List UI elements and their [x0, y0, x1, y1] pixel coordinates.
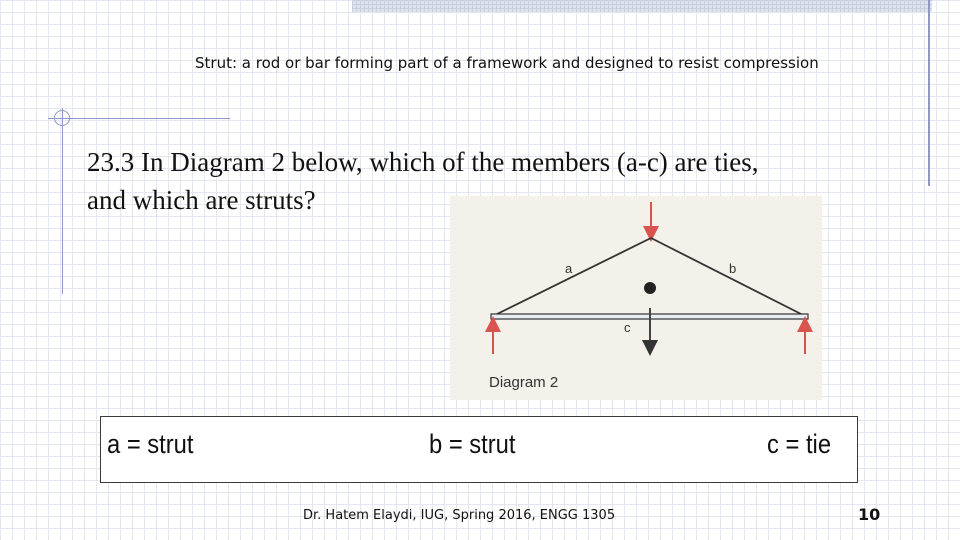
left-accent-line [48, 118, 230, 119]
circle-marker-icon [54, 110, 70, 126]
label-b: b [729, 261, 737, 276]
answer-c: c = tie [767, 429, 832, 459]
answer-b: b = strut [429, 429, 516, 459]
member-b [651, 238, 805, 316]
question-line-1: 23.3 In Diagram 2 below, which of the members (a-c) are ties, [87, 147, 759, 177]
strut-definition: Strut: a rod or bar forming part of a framework and designed to resist compression [195, 54, 819, 72]
page-number: 10 [858, 505, 881, 524]
member-a [493, 238, 651, 316]
top-decoration-band [352, 0, 932, 12]
footer-credit: Dr. Hatem Elaydi, IUG, Spring 2016, ENGG 1305 [303, 508, 616, 523]
answer-box [100, 416, 858, 483]
label-c: c [624, 320, 631, 335]
center-mass-dot [644, 282, 656, 294]
left-vertical-line [62, 108, 63, 294]
diagram-caption: Diagram 2 [489, 374, 559, 391]
diagram-2 [450, 196, 822, 400]
label-a: a [565, 261, 573, 276]
truss-diagram [450, 196, 822, 400]
answer-a: a = strut [107, 429, 194, 459]
question-line-2: and which are struts? [87, 185, 316, 215]
right-accent-line [928, 0, 930, 186]
